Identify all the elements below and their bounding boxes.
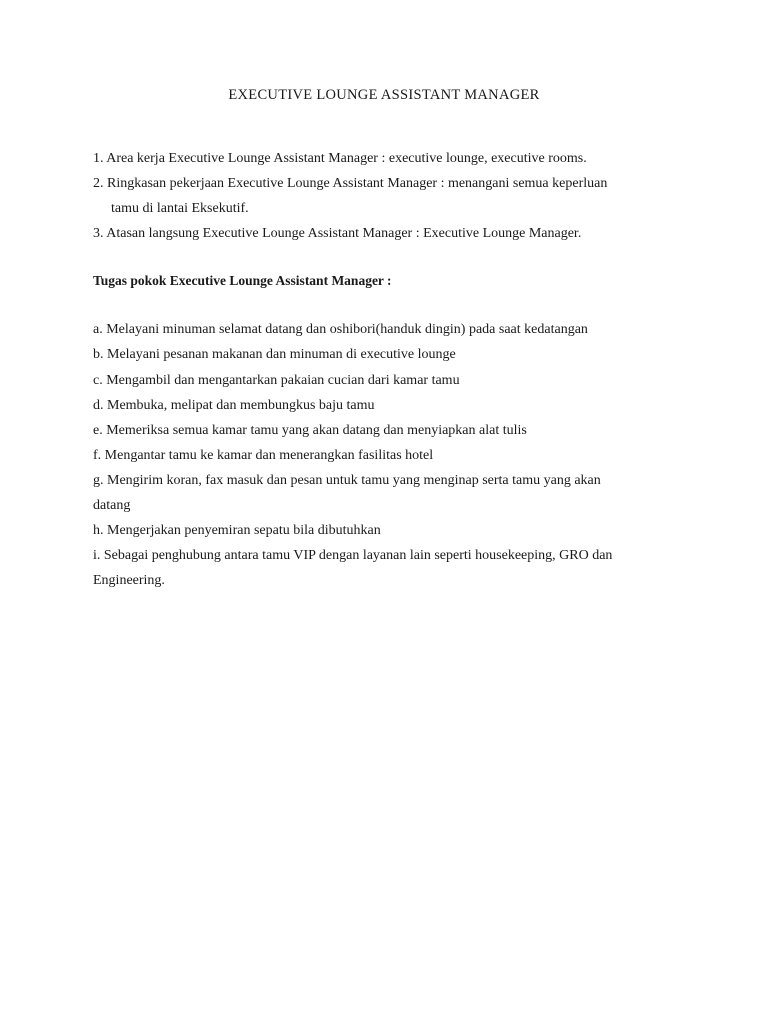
duty-item-i: i. Sebagai penghubung antara tamu VIP dengan layanan lain seperti housekeeping, GRO dan [93, 548, 613, 563]
duty-item-d: d. Membuka, melipat dan membungkus baju tamu [93, 398, 375, 413]
duty-item-f: f. Mengantar tamu ke kamar dan menerangkan fasilitas hotel [93, 448, 434, 463]
duty-item-c: c. Mengambil dan mengantarkan pakaian cucian dari kamar tamu [93, 373, 460, 388]
duty-item-g: g. Mengirim koran, fax masuk dan pesan untuk tamu yang menginap serta tamu yang akan [93, 473, 601, 488]
duty-item-h: h. Mengerjakan penyemiran sepatu bila dibutuhkan [93, 523, 381, 538]
duty-item-b: b. Melayani pesanan makanan dan minuman di executive lounge [93, 347, 456, 362]
numbered-item-3: 3. Atasan langsung Executive Lounge Assistant Manager : Executive Lounge Manager. [93, 226, 582, 241]
numbered-item-1: 1. Area kerja Executive Lounge Assistant Manager : executive lounge, executive rooms. [93, 151, 587, 166]
numbered-item-2-continuation: tamu di lantai Eksekutif. [111, 201, 249, 216]
duty-item-a: a. Melayani minuman selamat datang dan oshibori(handuk dingin) pada saat kedatangan [93, 322, 588, 337]
duties-heading: Tugas pokok Executive Lounge Assistant Manager : [93, 273, 392, 288]
duty-item-g-continuation: datang [93, 498, 131, 513]
duty-item-e: e. Memeriksa semua kamar tamu yang akan datang dan menyiapkan alat tulis [93, 423, 527, 438]
document-title: EXECUTIVE LOUNGE ASSISTANT MANAGER [228, 87, 540, 103]
numbered-item-2: 2. Ringkasan pekerjaan Executive Lounge Assistant Manager : menangani semua keperluan [93, 176, 608, 191]
duty-item-i-continuation: Engineering. [93, 573, 165, 588]
